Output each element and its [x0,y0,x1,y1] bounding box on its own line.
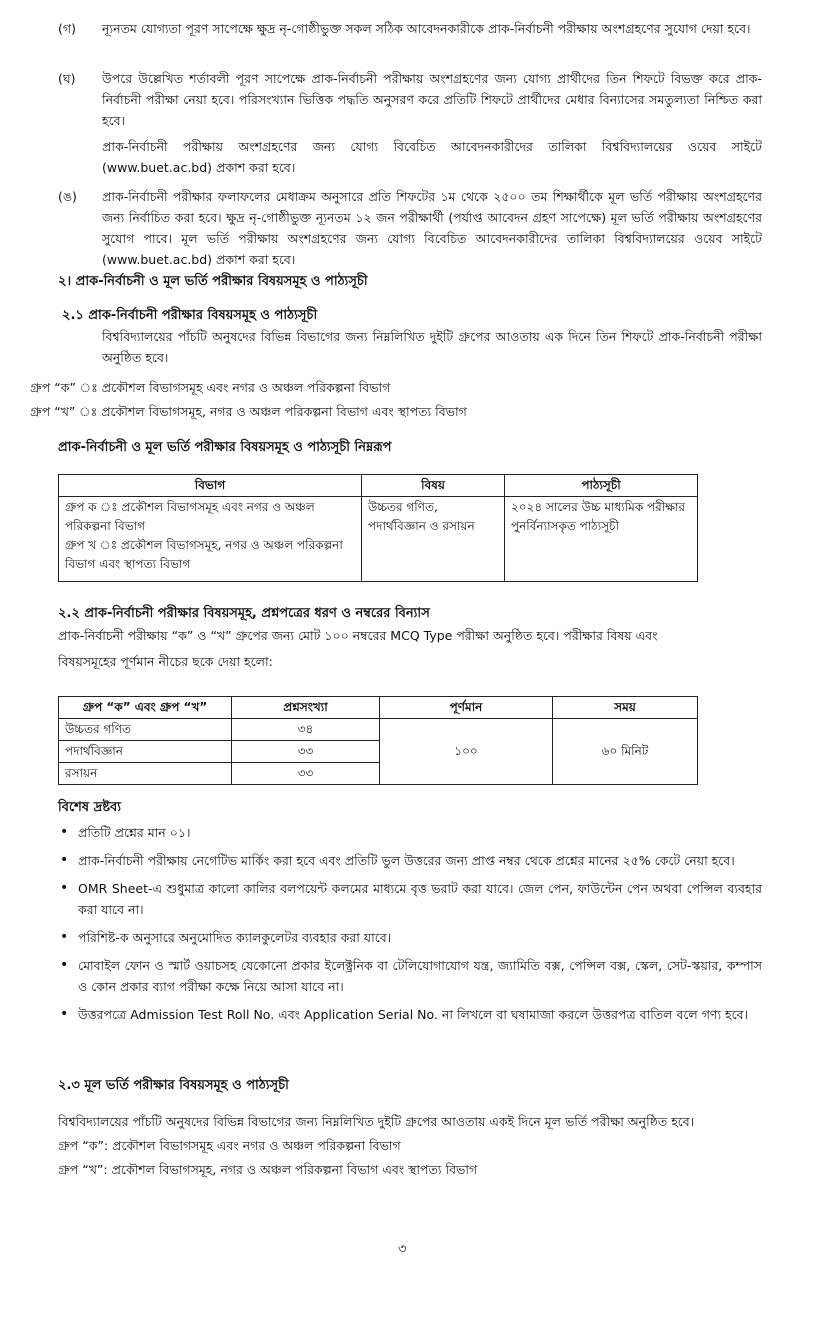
item-text: উপরে উল্লেখিত শর্তাবলী পূরণ সাপেক্ষে প্রাক-নির্বাচনী পরীক্ষায় অংশগ্রহণের জন্য যোগ্য প্রার্থীদের তিন শিফটে বিভক্ত করে প্রাক-নির্বাচনী পরীক্ষা নেয়া হবে। পরিসংখ্যান ভিত্তিক পদ্ধতি অনুসরণ করে প্রতিটি শিফটে প্রার্থীদের মেধার বিন্যাসের সমতুল্যতা নিশ্চিত করা হবে। [102,71,762,128]
table-row [59,497,698,582]
list-item-continuation [58,136,762,178]
section-2-3-heading: ২.৩ মূল ভর্তি পরীক্ষার বিষয়সমূহ ও পাঠ্যসূচী [58,1078,289,1093]
subject-cell: পদার্থবিজ্ঞান [59,741,232,763]
section-2-1-paragraph: বিশ্ববিদ্যালয়ের পাঁচটি অনুষদের বিভিন্ন বিভাগের জন্য নিম্নলিখিত দুইটি গ্রুপের আওতায় এক দিনে তিন শিফটে প্রাক-নির্বাচনী পরীক্ষা অনুষ্ঠিত হবে। [102,329,762,365]
time-cell: ৬০ মিনিট [553,719,698,785]
list-item-umo [58,186,762,270]
list-item: • প্রাক-নির্বাচনী পরীক্ষায় নেগেটিভ মার্কিং করা হবে এবং প্রতিটি ভুল উত্তরের জন্য প্রাপ্ত নম্বর থেকে প্রশ্নের মানের ২৫% কেটে নেয়া হবে। [58,850,762,871]
marks-distribution-table [58,696,698,785]
department-group-ka: গ্রুপ ক ঃ প্রকৌশল বিভাগসমূহ এবং নগর ও অঞ্চল পরিকল্পনা বিভাগ [65,500,315,533]
department-group-kha: গ্রুপ খ ঃ প্রকৌশল বিভাগসমূহ, নগর ও অঞ্চল পরিকল্পনা বিভাগ এবং স্থাপত্য বিভাগ [65,538,343,571]
table-header-row [59,475,698,497]
list-item-gha [58,68,762,131]
syllabus-cell: ২০২৪ সালের উচ্চ মাধ্যমিক পরীক্ষার পুনর্বিন্যাসকৃত পাঠ্যসূচী [505,497,698,582]
column-header: পূর্ণমান [380,697,553,719]
column-header: পাঠ্যসূচী [505,475,698,497]
list-item-ga [58,18,762,39]
subjects-cell: উচ্চতর গণিত, পদার্থবিজ্ঞান ও রসায়ন [362,497,505,582]
question-count-cell: ৩৪ [232,719,380,741]
list-item: • উত্তরপত্রে Admission Test Roll No. এবং Application Serial No. না লিখলে বা ঘষামাজা করলে উত্তরপত্র বাতিল বলে গণ্য হবে। [58,1004,762,1025]
subject-cell: উচ্চতর গণিত [59,719,232,741]
full-marks-cell: ১০০ [380,719,553,785]
item-text: ন্যূনতম যোগ্যতা পূরণ সাপেক্ষে ক্ষুদ্র নৃ-গোষ্ঠীভুক্ত সকল সঠিক আবেদনকারীকে প্রাক-নির্বাচনী পরীক্ষায় অংশগ্রহণের সুযোগ দেয়া হবে। [102,21,751,36]
item-text: প্রাক-নির্বাচনী পরীক্ষার ফলাফলের মেধাক্রম অনুসারে প্রতি শিফটের ১ম থেকে ২৫০০ তম শিক্ষার্থীকে মূল ভর্তি পরীক্ষায় অংশগ্রহণের জন্য নির্বাচিত করা হবে। ক্ষুদ্র নৃ-গোষ্ঠীভুক্ত ন্যূনতম ১২ জন পরীক্ষার্থী (পর্যাপ্ত আবেদন গ্রহণ সাপেক্ষে) মূল ভর্তি পরীক্ষায় অংশগ্রহণের সুযোগ পাবে। মূল ভর্তি পরীক্ষায় অংশগ্রহণের জন্য যোগ্য বিবেচিত আবেদনকারীদের তালিকা বিশ্ববিদ্যালয়ের ওয়েব সাইটে (www.buet.ac.bd) প্রকাশ করা হবে। [102,189,762,267]
item-marker: (গ) [58,21,76,36]
question-count-cell: ৩৩ [232,741,380,763]
list-item: • পরিশিষ্ট-ক অনুসারে অনুমোদিত ক্যালকুলেটর ব্যবহার করা যাবে। [58,927,762,948]
list-item: • OMR Sheet-এ শুধুমাত্র কালো কালির বলপয়েন্ট কলমের মাধ্যমে বৃত্ত ভরাট করা যাবে। জেল পেন, ফাউন্টেন পেন অথবা পেন্সিল ব্যবহার করা যাবে না। [60,880,762,917]
item-marker: (ঘ) [58,71,76,86]
bullet-icon: • [60,957,69,973]
column-header: বিভাগ [59,475,362,497]
item-marker: (ঙ) [58,189,77,204]
list-item: • প্রতিটি প্রশ্নের মান ০১। [58,822,762,843]
bullet-icon: • [60,929,69,945]
question-count-cell: ৩৩ [232,763,380,785]
column-header: গ্রুপ “ক” এবং গ্রুপ “খ” [59,697,232,719]
section-2-2-heading: ২.২ প্রাক-নির্বাচনী পরীক্ষার বিষয়সমূহ, প্রশ্নপত্রের ধরণ ও নম্বরের বিন্যাস [58,606,430,621]
column-header: প্রশ্নসংখ্যা [232,697,380,719]
column-header: সময় [553,697,698,719]
bullet-icon: • [60,852,69,868]
section-2-3-group-ka: গ্রুপ “ক”: প্রকৌশল বিভাগসমূহ এবং নগর ও অঞ্চল পরিকল্পনা বিভাগ [58,1138,401,1153]
department-cell [59,497,362,582]
syllabus-subheading: প্রাক-নির্বাচনী ও মূল ভর্তি পরীক্ষার বিষয়সমূহ ও পাঠ্যসূচী নিম্নরূপ [58,440,392,455]
section-2-3-paragraph: বিশ্ববিদ্যালয়ের পাঁচটি অনুষদের বিভিন্ন বিভাগের জন্য নিম্নলিখিত দুইটি গ্রুপের আওতায় একই দিনে মূল ভর্তি পরীক্ষা অনুষ্ঠিত হবে। [58,1114,695,1129]
section-2-heading: ২। প্রাক-নির্বাচনী ও মূল ভর্তি পরীক্ষার বিষয়সমূহ ও পাঠ্যসূচী [58,274,368,289]
syllabus-table [58,474,698,582]
column-header: বিষয় [362,475,505,497]
notes-list [58,822,762,1032]
list-item: • মোবাইল ফোন ও স্মার্ট ওয়াচসহ যেকোনো প্রকার ইলেক্ট্রনিক বা টেলিযোগাযোগ যন্ত্র, জ্যামিতি বক্স, পেন্সিল বক্স, স্কেল, সেট-স্কয়ার, কম্পাস ও কোন প্রকার ব্যাগ পরীক্ষা কক্ষে নিয়ে আসা যাবে না। [60,957,762,994]
section-2-2-line-2: বিষয়সমূহের পূর্ণমান নীচের ছকে দেয়া হলো: [58,654,273,669]
section-2-3-group-kha: গ্রুপ “খ”: প্রকৌশল বিভাগসমূহ, নগর ও অঞ্চল পরিকল্পনা বিভাগ এবং স্থাপত্য বিভাগ [58,1162,478,1177]
bullet-icon: • [60,824,69,840]
table-header-row [59,697,698,719]
bullet-icon: • [60,1006,69,1022]
page-number: ৩ [398,1242,407,1257]
subject-cell: রসায়ন [59,763,232,785]
group-kha-line: গ্রুপ “খ” ঃ প্রকৌশল বিভাগসমূহ, নগর ও অঞ্চল পরিকল্পনা বিভাগ এবং স্থাপত্য বিভাগ [30,404,467,419]
item-text: প্রাক-নির্বাচনী পরীক্ষায় অংশগ্রহণের জন্য যোগ্য বিবেচিত আবেদনকারীদের তালিকা বিশ্ববিদ্যালয়ের ওয়েব সাইটে (www.buet.ac.bd) প্রকাশ করা হবে। [102,139,762,175]
section-2-2-line-1: প্রাক-নির্বাচনী পরীক্ষায় “ক” ও “খ” গ্রুপের জন্য মোট ১০০ নম্বরের MCQ Type পরীক্ষা অনুষ্ঠিত হবে। পরীক্ষার বিষয় এবং [58,628,658,643]
group-ka-line: গ্রুপ “ক” ঃ প্রকৌশল বিভাগসমূহ এবং নগর ও অঞ্চল পরিকল্পনা বিভাগ [30,380,391,395]
table-row [59,719,698,741]
section-2-1-heading: ২.১ প্রাক-নির্বাচনী পরীক্ষার বিষয়সমূহ ও পাঠ্যসূচী [62,308,318,323]
notes-heading: বিশেষ দ্রষ্টব্য [58,800,122,815]
bullet-icon: • [60,880,69,896]
